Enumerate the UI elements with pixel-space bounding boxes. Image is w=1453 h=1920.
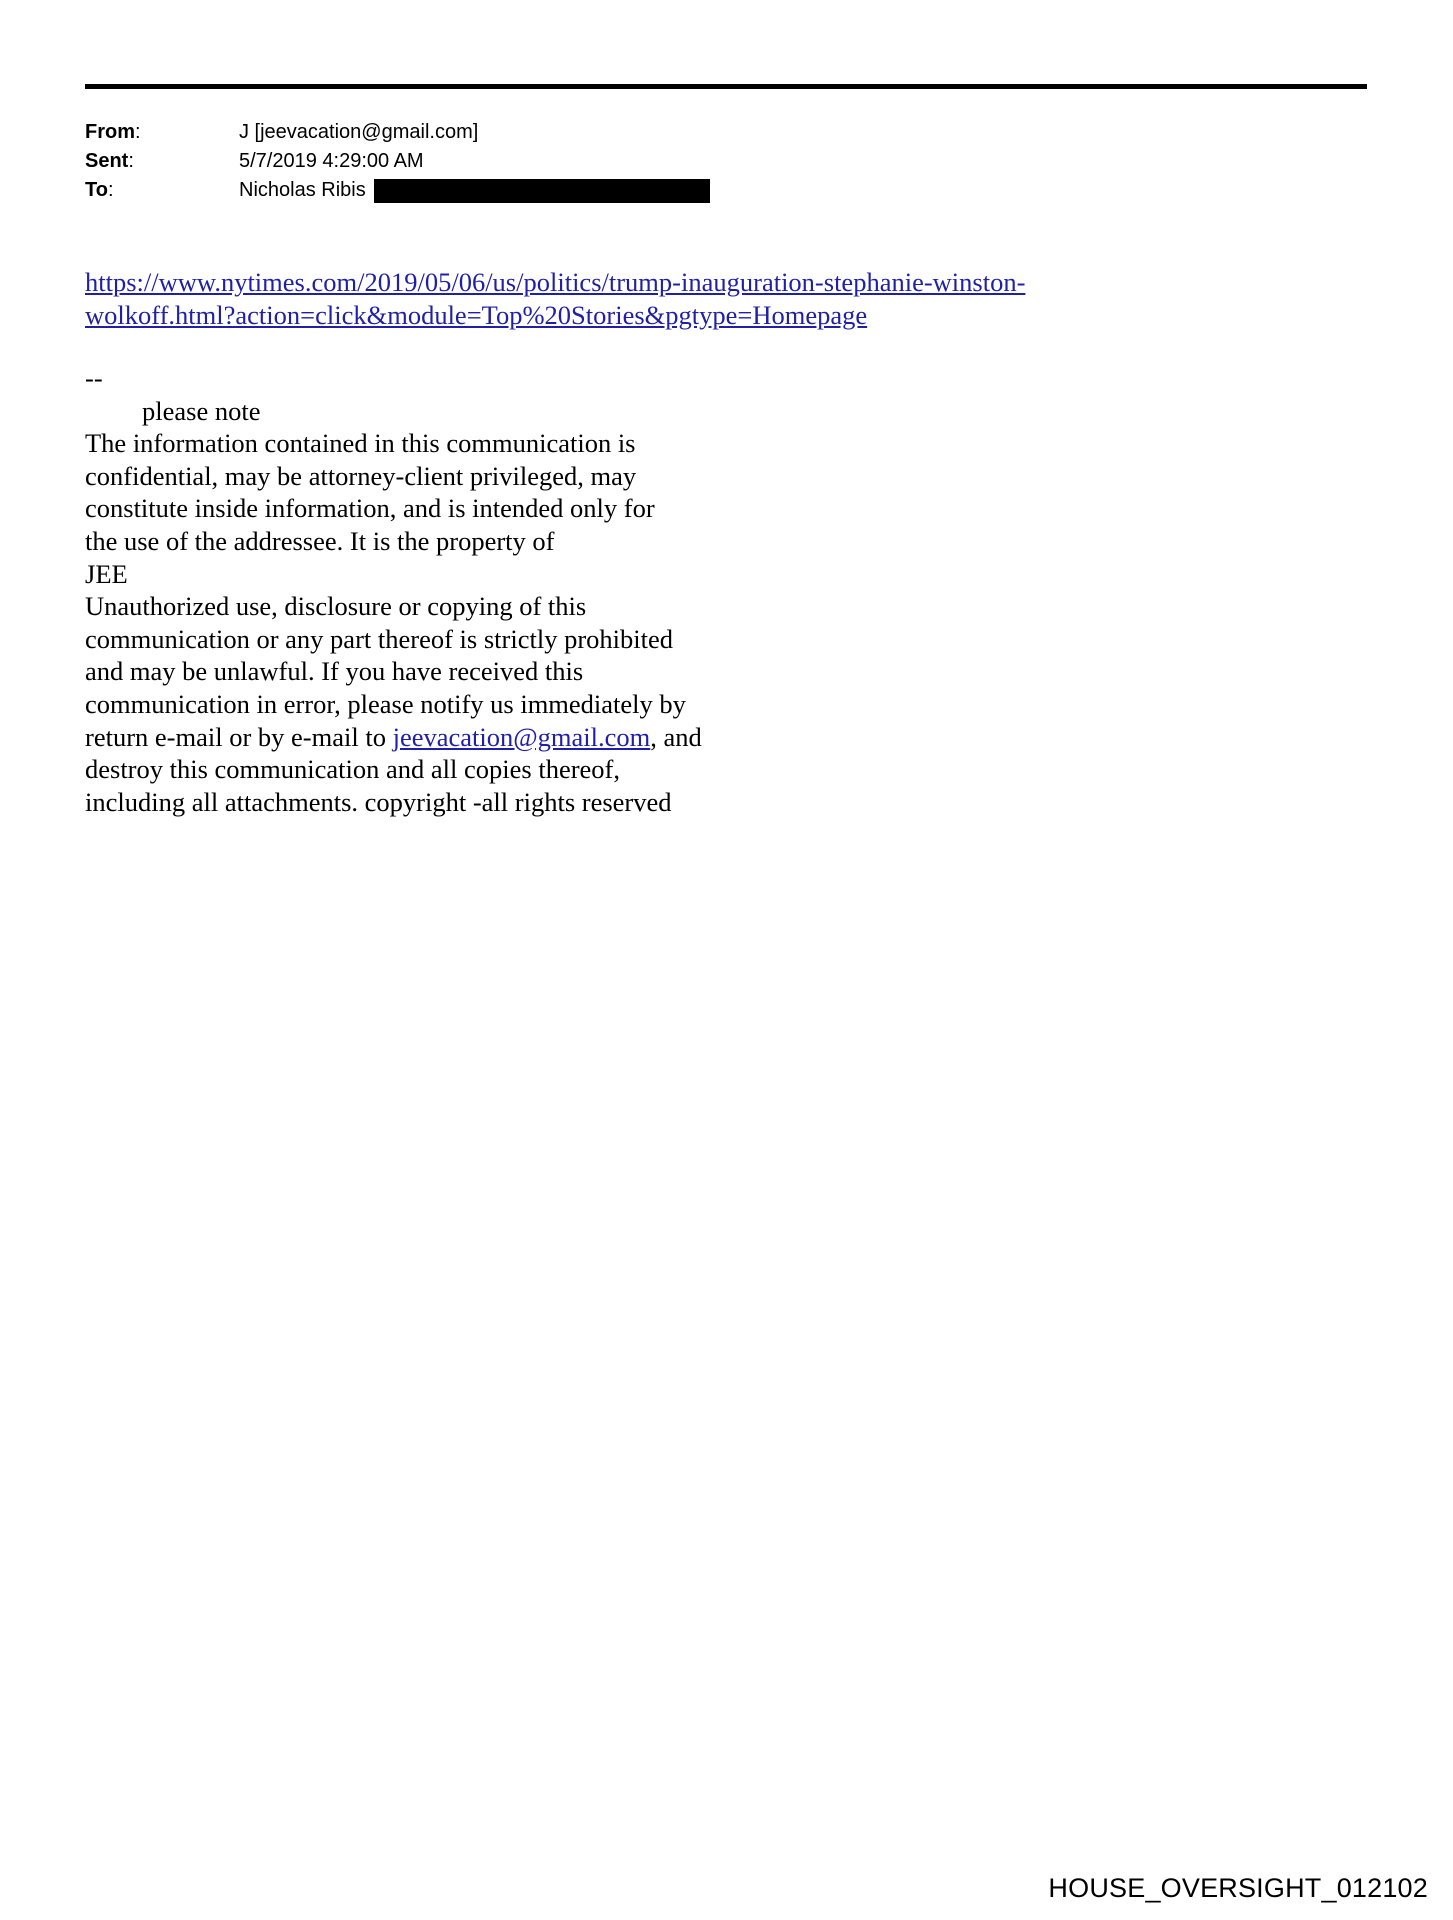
article-link-block: [85, 266, 1025, 331]
top-rule: [85, 84, 1367, 89]
disclaimer-email-line: [85, 721, 702, 754]
disclaimer-line-11: destroy this communication and all copies thereof,: [85, 754, 621, 785]
to-row: [85, 176, 710, 205]
disclaimer-line-1: The information contained in this communication is: [85, 428, 636, 459]
sent-value: 5/7/2019 4:29:00 AM: [239, 150, 424, 172]
signature-dashes: --: [85, 363, 103, 393]
disclaimer-line-4: the use of the addressee. It is the property of: [85, 525, 555, 556]
redaction-bar: [374, 179, 710, 203]
article-link-line-1[interactable]: https://www.nytimes.com/2019/05/06/us/politics/trump-inauguration-stephanie-winston-: [85, 267, 1026, 297]
to-label: To:: [85, 179, 114, 201]
signature-block: [85, 362, 702, 818]
disclaimer-line-12: including all attachments. copyright -all rights reserved: [85, 786, 672, 817]
sent-row: [85, 147, 710, 176]
from-row: [85, 118, 710, 147]
disclaimer-line-5: JEE: [85, 558, 128, 589]
email-header: [85, 118, 710, 205]
email-line-prefix: return e-mail or by e-mail to: [85, 721, 393, 752]
sent-label: Sent:: [85, 150, 134, 172]
from-value: J [jeevacation@gmail.com]: [239, 121, 479, 143]
from-label: From:: [85, 121, 141, 143]
bates-number: HOUSE_OVERSIGHT_012102: [1048, 1873, 1428, 1903]
disclaimer-line-7: communication or any part thereof is strictly prohibited: [85, 623, 673, 654]
to-value: Nicholas Ribis: [239, 179, 366, 201]
disclaimer-line-6: Unauthorized use, disclosure or copying of this: [85, 591, 587, 622]
article-link-line-2[interactable]: wolkoff.html?action=click&module=Top%20Stories&pgtype=Homepage: [85, 299, 868, 330]
disclaimer-line-2: confidential, may be attorney-client privileged, may: [85, 460, 637, 491]
article-link[interactable]: [85, 267, 1025, 330]
disclaimer-line-3: constitute inside information, and is intended only for: [85, 493, 655, 524]
disclaimer-line-8: and may be unlawful. If you have received this: [85, 656, 584, 687]
signature-note: please note: [142, 395, 261, 426]
email-line-suffix: , and: [650, 721, 702, 752]
disclaimer-line-9: communication in error, please notify us immediately by: [85, 688, 686, 719]
email-link[interactable]: jeevacation@gmail.com: [392, 721, 651, 752]
